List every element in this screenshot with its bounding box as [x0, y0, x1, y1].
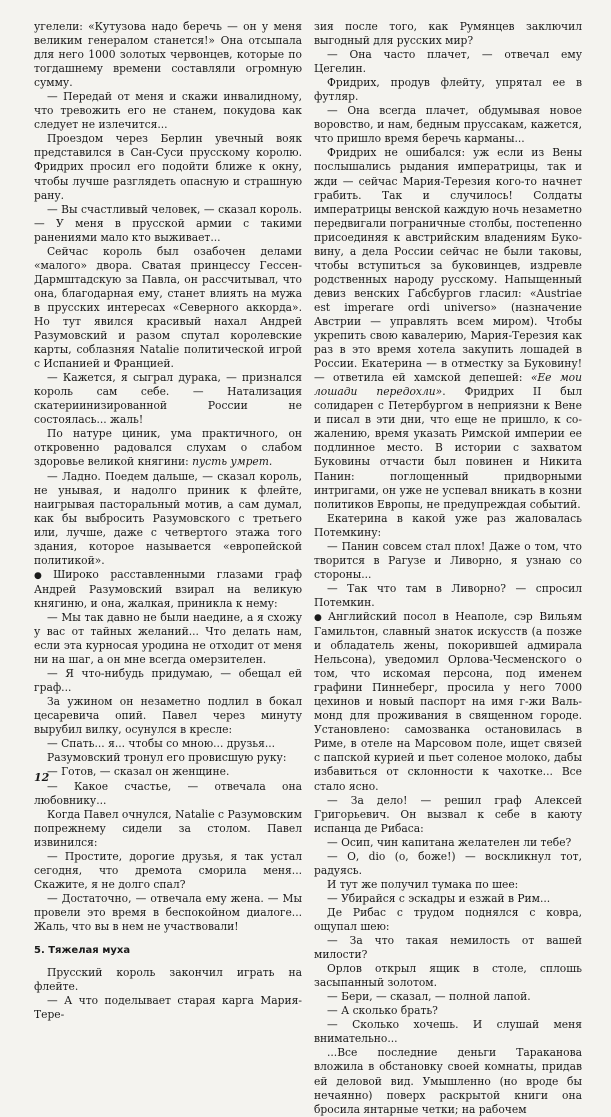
paragraph-text: — Она всегда плачет, обдумывая новое воровство, и нам, бедным пруссакам, кажется, что пришло время беречь карманы... — [314, 104, 582, 146]
paragraph — [314, 76, 582, 104]
bullet-icon: ● — [314, 612, 326, 623]
paragraph-text: — Она часто плачет, — отвечал ему Цегелин. — [314, 48, 582, 76]
paragraph — [34, 751, 302, 765]
paragraph-text: — Ладно. Поедем дальше, — сказал король, не унывая, и надолго приник к флейте, наигрывая пасторальный мотив, а сам думал, как бы выбросить Разумовского с третьего или, лучше, даже с четвертого этажа того здания, которое называется «европейской политикой». — [34, 469, 302, 567]
paragraph — [314, 540, 582, 582]
paragraph — [314, 794, 582, 836]
paragraph — [34, 568, 302, 611]
paragraph — [314, 1046, 582, 1116]
paragraph — [34, 850, 302, 892]
paragraph — [314, 512, 582, 540]
paragraph-text: Орлов открыл ящик в столе, сплошь засыпанный золотом. — [314, 962, 582, 990]
paragraph — [314, 990, 582, 1004]
paragraph-text-after: . Фридрих II был солидарен с Петербургом в неприязни к Вене и писал в эти дни, что еще не пришло, к сожалению, время указать Римской империи ее подлинное место. В истории с захватом Буковины отчасти был повинен и Никита Панин: поглощенный придворными интригами, он уже не успевал вникать в козни политиков Европы, не предупреждая событий. — [314, 385, 582, 511]
paragraph-text: — Панин совсем стал плох! Даже о том, что творится в Рагузе и Ливорно, я узнаю со стороны... — [314, 539, 582, 581]
paragraph — [34, 892, 302, 934]
paragraph — [34, 245, 302, 371]
paragraph — [314, 20, 582, 48]
right-text-column — [314, 20, 582, 1116]
paragraph — [34, 765, 302, 779]
paragraph-text: Английский посол в Неаполе, сэр Вильям Гамильтон, славный знаток искусств (а позже и обладатель жены, покорившей адмирала Нельсона), уведомил Орлова-Чесменского о том, что искомая персона, под именем графини Пиннеберг, просила у него 7000 цехинов и новый паспорт на имя г-жи Вальмонд для проживания в священном городе. Установлено: самозванка остановилась в Риме, в отеле на Марсовом поле, ищет связей с папской курией и пьет соленое молоко, дабы избавиться от склонности к чахотке... Все стало ясно. — [314, 609, 582, 793]
paragraph-text: угелели: «Кутузова надо беречь — он у меня великим генералом станется!» Она отсыпала для него 1000 золотых червонцев, которые по тогдашнему времени составляли огромную сумму. — [34, 20, 302, 90]
paragraph — [34, 427, 302, 469]
paragraph-text: — А что поделывает старая карга Мария-Тере- — [34, 994, 302, 1022]
paragraph-text: По натуре циник, ума практичного, он откровенно радовался слухам о слабом здоровье великой княгини: — [34, 427, 302, 469]
left-text-column — [34, 20, 302, 1022]
paragraph-text: — За что такая немилость от вашей милости? — [314, 934, 582, 962]
paragraph-text: За ужином он незаметно подлил в бокал цесаревича опий. Павел через минуту вырубил вилку, осунулся в кресле: — [34, 695, 302, 737]
paragraph — [34, 695, 302, 737]
paragraph-text: И тут же получил тумака по шее: — [327, 877, 519, 891]
paragraph — [314, 836, 582, 850]
paragraph-text: зия после того, как Румянцев заключил выгодный для русских мир? — [314, 20, 582, 48]
paragraph — [314, 48, 582, 76]
paragraph-text: Когда Павел очнулся, Natalie с Разумовским попрежнему сидели за столом. Павел извинился: — [34, 807, 302, 849]
paragraph-text: Проездом через Берлин увечный вояк представился в Сан-Суси прусскому королю. Фридрих просил его подойти ближе к окну, чтобы лучше разглядеть опасную и страшную рану. — [34, 132, 302, 202]
paragraph — [34, 470, 302, 568]
paragraph — [314, 104, 582, 146]
paragraph-text: — Так что там в Ливорно? — спросил Потемкин. — [314, 581, 582, 609]
paragraph-text: — Бери, — сказал, — полной лапой. — [327, 990, 531, 1004]
paragraph-text: Екатерина в какой уже раз жаловалась Потемкину: — [314, 511, 582, 539]
paragraph-text: — О, dio (о, боже!) — воскликнул тот, радуясь. — [314, 849, 582, 877]
paragraph-text: Фридрих, продув флейту, упрятал ее в футляр. — [314, 76, 582, 104]
paragraph — [314, 1018, 582, 1046]
paragraph-text: Сейчас король был озабочен делами «малого» двора. Сватая принцессу Гессен-Дармштадскую за Павла, он рассчитывал, что она, благодарная ему, станет влиять на мужа в прусских интересах «Северного аккорда». Но тут явился красивый нахал Андрей Разумовский и разом спутал королевские карты, соблазняя Natalie политической игрой с Испанией и Францией. — [34, 244, 302, 371]
italic-text: пусть умрет. — [192, 455, 273, 469]
paragraph — [34, 371, 302, 427]
paragraph — [314, 892, 582, 906]
paragraph — [34, 780, 302, 808]
paragraph — [314, 582, 582, 610]
paragraph-text: — Спать... я... чтобы со мною... друзья... — [47, 737, 276, 751]
paragraph-text: — Какое счастье, — отвечала она любовнику... — [34, 779, 302, 807]
paragraph — [314, 934, 582, 962]
paragraph-text: — Вы счастливый человек, — сказал король. — У меня в прусской армии с такими ранениями мало кто выживает... — [34, 202, 302, 244]
paragraph — [314, 1004, 582, 1018]
paragraph — [34, 808, 302, 850]
paragraph-text: ...Все последние деньги Тараканова вложила в обстановку своей комнаты, придав ей деловой вид. Умышленно (но вроде бы нечаянно) поверх раскрытой книги она бросила янтарные четки; на рабочем — [314, 1046, 582, 1116]
paragraph — [34, 966, 302, 994]
paragraph — [34, 611, 302, 667]
paragraph-text: — Простите, дорогие друзья, я так устал сегодня, что дремота сморила меня... Скажите, я не долго спал? — [34, 849, 302, 891]
paragraph-text: — Кажется, я сыграл дурака, — признался король сам себе. — Натализация скатериинизированной России не состоялась... жаль! — [34, 371, 302, 427]
paragraph-text: Широко расставленными глазами граф Андрей Разумовский взирал на великую княгиню, и она, жалкая, приникла к нему: — [34, 567, 302, 610]
paragraph-text: — Сколько хочешь. И слушай меня внимательно... — [314, 1018, 582, 1046]
section-heading — [34, 944, 302, 958]
italic-text: «Ее мои лошади передохли» — [314, 371, 582, 399]
paragraph-text: Разумовский тронул его провисшую руку: — [47, 751, 287, 765]
paragraph-text: Фридрих не ошибался: уж если из Вены послышались рыдания императрицы, так и жди — сейчас Мария-Терезия кого-то начнет грабить. Так и случилось! Солдаты императрицы венской каждую ночь незаметно передвигали пограничные столбы, постепенно присоединяя к австрийским владениям Буковину, а дела России сейчас не были таковы, чтобы вступиться за буковинцев, издревле родственных народу русскому. Напыщенный девиз венских Габсбургов гласил: «Austriae est imperare ordi universo» (назначение Австрии — управлять всем миром). Чтобы укрепить свою кавалерию, Мария-Терезия как раз в это время хотела закупить лошадей в России. Екатерина — в отместку за Буковину! — ответила ей хамской депешей: — [314, 146, 582, 385]
paragraph-text: — Достаточно, — отвечала ему жена. — Мы провели это время в беспокойном диалоге... Жаль, что вы в нем не участвовали! — [34, 891, 302, 933]
paragraph — [34, 203, 302, 245]
paragraph-text: — Убирайся с эскадры и езжай в Рим... — [327, 891, 551, 905]
paragraph — [34, 132, 302, 202]
page-number: 12 — [34, 771, 50, 784]
paragraph-text: Прусский король закончил играть на флейте. — [34, 966, 302, 994]
bullet-icon: ● — [34, 570, 51, 581]
paragraph-text: — Готов, — сказал он женщине. — [47, 765, 230, 779]
paragraph — [34, 994, 302, 1022]
paragraph-text: — За дело! — решил граф Алексей Григорьевич. Он вызвал к себе в каюту испанца де Рибаса: — [314, 793, 582, 835]
paragraph — [314, 906, 582, 934]
paragraph — [34, 737, 302, 751]
paragraph — [34, 90, 302, 132]
paragraph-text: — А сколько брать? — [327, 1004, 438, 1018]
paragraph — [314, 610, 582, 794]
paragraph — [314, 146, 582, 511]
paragraph — [34, 667, 302, 695]
paragraph-text: — Я что-нибудь придумаю, — обещал ей граф... — [34, 667, 302, 695]
paragraph-text: — Осип, чин капитана желателен ли тебе? — [327, 835, 572, 849]
paragraph-text: — Передай от меня и скажи инвалидному, что тревожить его не станем, покудова как следует не излечится... — [34, 90, 302, 132]
paragraph — [314, 850, 582, 878]
paragraph-text: Де Рибас с трудом поднялся с ковра, ощупал шею: — [314, 905, 582, 933]
paragraph-text: — Мы так давно не были наедине, а я схожу у вас от тайных желаний... Что делать нам, если эта курносая уродина не отходит от меня ни на шаг, а он мне всегда омерзителен. — [34, 610, 302, 667]
paragraph — [34, 20, 302, 90]
paragraph — [314, 878, 582, 892]
paragraph — [314, 962, 582, 990]
section-title: 5. Тяжелая муха — [34, 945, 131, 957]
